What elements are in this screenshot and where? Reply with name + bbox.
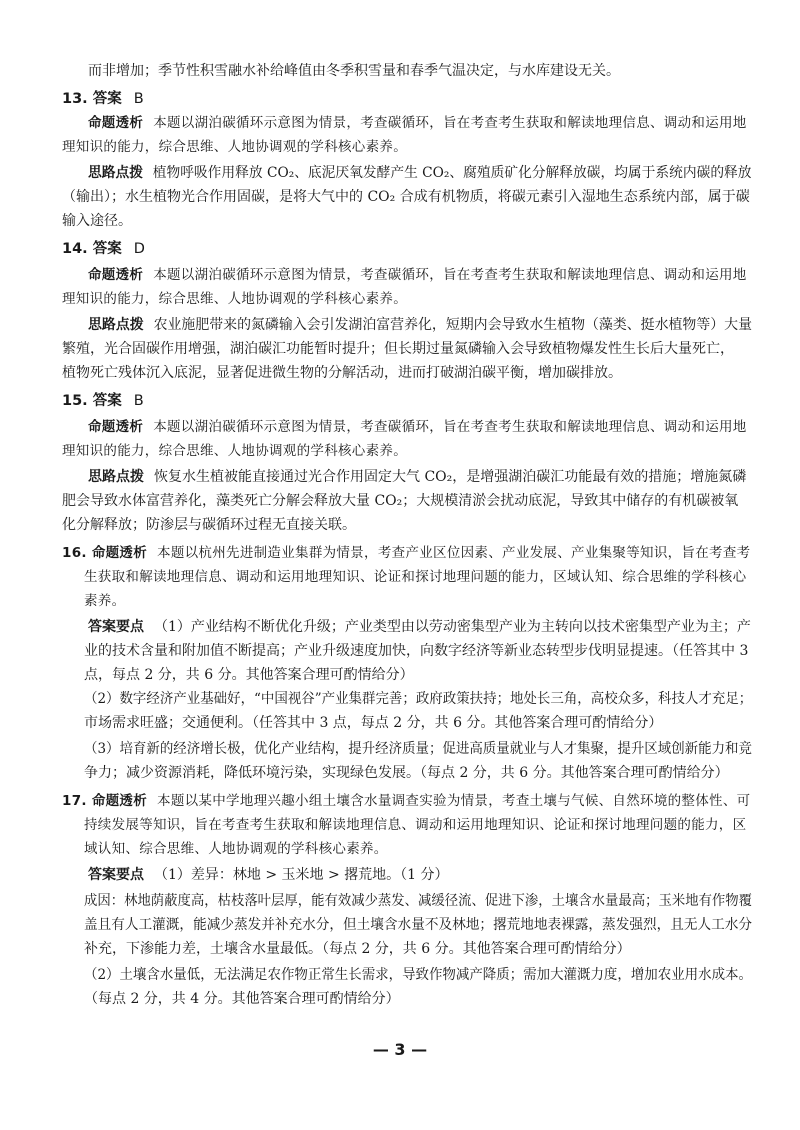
text-line: 素养。 [84, 593, 126, 609]
question-number: 13. 答案 [62, 91, 122, 107]
question-number: 14. 答案 [62, 241, 122, 257]
text-line: 肥会导致水体富营养化，藻类死亡分解会释放大量 CO₂；大规模清淤会扰动底泥，导致其中储存的有机碳被氧 [62, 493, 739, 509]
section-label: 答案要点 [88, 867, 144, 883]
text-line: 持续发展等知识，旨在考查考生获取和解读地理信息、调动和运用地理知识、论证和探讨地理问题的能力，区 [84, 817, 747, 833]
question-number: 15. 答案 [62, 393, 122, 409]
text-line: （每点 2 分，共 4 分。其他答案合理可酌情给分） [84, 991, 400, 1007]
text-line: 成因：林地荫蔽度高，枯枝落叶层厚，能有效减少蒸发、减缓径流、促进下渗，土壤含水量最高；玉米地有作物覆 [84, 893, 753, 909]
question-14-header [62, 240, 145, 258]
page-number: — 3 — [372, 1040, 428, 1059]
text-line: 生获取和解读地理信息、调动和运用地理知识、论证和探讨地理问题的能力，区域认知、综合思维的学科核心 [84, 569, 747, 585]
text-line: 答案要点 （1）产业结构不断优化升级；产业类型由以劳动密集型产业为主转向以技术密集型产业为主；产 [88, 619, 751, 635]
text-line: 植物死亡残体沉入底泥，显著促进微生物的分解活动，进而打破湖泊碳平衡，增加碳排放。 [62, 365, 622, 381]
text-line: 命题透析 本题以湖泊碳循环示意图为情景，考查碳循环，旨在考查考生获取和解读地理信息、调动和运用地 [88, 267, 747, 283]
text-line: 盖且有人工灌溉，能减少蒸发并补充水分，但土壤含水量不及林地；撂荒地地表裸露，蒸发强烈，且无人工水分 [84, 917, 753, 933]
section-label: 思路点拨 [88, 165, 143, 181]
text-line: 思路点拨 恢复水生植被能直接通过光合作用固定大气 CO₂，是增强湖泊碳汇功能最有效的措施；增施氮磷 [88, 469, 747, 485]
text-line: 市场需求旺盛；交通便利。（任答其中 3 点，每点 2 分，共 6 分。其他答案合理可酌情给分） [84, 715, 663, 731]
text-line: （2）数字经济产业基础好，“中国视谷”产业集群完善；政府政策扶持；地处长三角，高校众多，科技人才充足； [84, 691, 753, 707]
section-label: 答案要点 [88, 619, 144, 635]
text-line: 点，每点 2 分，共 6 分。其他答案合理可酌情给分） [84, 667, 414, 683]
text-line: （2）土壤含水量低，无法满足农作物正常生长需求，导致作物减产降质；需加大灌溉力度，增加农业用水成本。 [84, 967, 752, 983]
text-line: 而非增加；季节性积雪融水补给峰值由冬季积雪量和春季气温决定，与水库建设无关。 [88, 63, 620, 79]
text-line: （3）培育新的经济增长极，优化产业结构，提升经济质量；促进高质量就业与人才集聚，提升区域创新能力和竞 [84, 741, 752, 757]
section-label: 命题透析 [88, 267, 144, 283]
text-line: 繁殖，光合固碳作用增强，湖泊碳汇功能暂时提升；但长期过量氮磷输入会导致植物爆发性生长后大量死亡， [62, 341, 734, 357]
section-label: 思路点拨 [88, 469, 144, 485]
question-16-header: 16. 命题透析 本题以杭州先进制造业集群为情景，考查产业区位因素、产业发展、产业集聚等知识，旨在考查考 [62, 545, 751, 561]
text-line: 域认知、综合思维、人地协调观的学科核心素养。 [84, 841, 388, 857]
text-line: 理知识的能力，综合思维、人地协调观的学科核心素养。 [62, 291, 407, 307]
section-label: 命题透析 [88, 115, 144, 131]
answer-letter: B [133, 91, 144, 107]
text-line: 命题透析 本题以湖泊碳循环示意图为情景，考查碳循环，旨在考查考生获取和解读地理信息、调动和运用地 [88, 115, 747, 131]
text-line: 命题透析 本题以湖泊碳循环示意图为情景，考查碳循环，旨在考查考生获取和解读地理信息、调动和运用地 [88, 419, 747, 435]
text-line: 理知识的能力，综合思维、人地协调观的学科核心素养。 [62, 139, 407, 155]
text-line: 争力；减少资源消耗，降低环境污染，实现绿色发展。（每点 2 分，共 6 分。其他答案合理可酌情给分） [84, 765, 729, 781]
question-number: 16. 命题透析 [62, 545, 148, 561]
text-line: （输出）；水生植物光合作用固碳，是将大气中的 CO₂ 合成有机物质，将碳元素引入湿地生态系统内部，属于碳 [62, 189, 750, 205]
answer-letter: D [133, 241, 145, 257]
answer-letter: B [133, 393, 144, 409]
question-number: 17. 命题透析 [62, 793, 148, 809]
text-line: 理知识的能力，综合思维、人地协调观的学科核心素养。 [62, 443, 407, 459]
text-line: 答案要点 （1）差异：林地 > 玉米地 > 撂荒地。（1 分） [88, 867, 449, 883]
question-15-header [62, 392, 144, 410]
text-line: 思路点拨 植物呼吸作用释放 CO₂、底泥厌氧发酵产生 CO₂、腐殖质矿化分解释放碳，均属于系统内碳的释放 [88, 165, 752, 181]
section-label: 思路点拨 [88, 317, 144, 333]
text-line: 业的技术含量和附加值不断提高；产业升级速度加快，向数字经济等新业态转型步伐明显提速。（任答其中 3 [84, 643, 749, 659]
text-line: 化分解释放；防渗层与碳循环过程无直接关联。 [62, 517, 356, 533]
text-line: 输入途径。 [62, 213, 132, 229]
section-label: 命题透析 [88, 419, 144, 435]
question-17-header: 17. 命题透析 本题以某中学地理兴趣小组土壤含水量调查实验为情景，考查土壤与气候、自然环境的整体性、可 [62, 793, 751, 809]
text-line: 补充，下渗能力差，土壤含水量最低。（每点 2 分，共 6 分。其他答案合理可酌情给分） [84, 941, 631, 957]
text-line: 思路点拨 农业施肥带来的氮磷输入会引发湖泊富营养化，短期内会导致水生植物（藻类、挺水植物等）大量 [88, 317, 752, 333]
question-13-header [62, 90, 144, 108]
